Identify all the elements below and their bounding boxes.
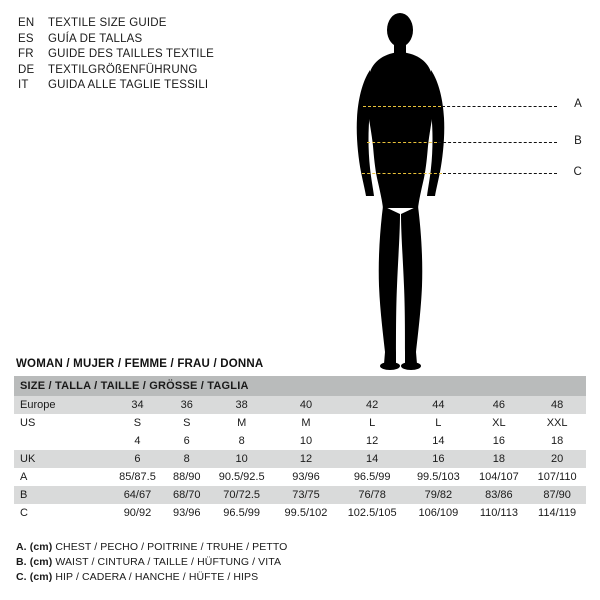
waist-measure-line — [367, 142, 437, 143]
size-table — [14, 376, 586, 522]
table-cell: 44 — [407, 396, 469, 414]
table-cell: 93/96 — [275, 468, 337, 486]
language-row — [18, 78, 318, 94]
legend-key: B. (cm) — [16, 556, 53, 568]
table-group-label: WOMAN / MUJER / FEMME / FRAU / DONNA — [16, 358, 264, 370]
table-cell: 14 — [337, 450, 407, 468]
table-cell: L — [337, 414, 407, 432]
table-row — [14, 432, 586, 450]
table-header-cell: SIZE / TALLA / TAILLE / GRÖSSE / TAGLIA — [14, 376, 586, 396]
marker-label-b: B — [574, 135, 582, 147]
table-cell: 16 — [407, 450, 469, 468]
table-cell: 106/109 — [407, 504, 469, 522]
table-row — [14, 468, 586, 486]
table-cell: 99.5/102 — [275, 504, 337, 522]
row-label: Europe — [14, 396, 110, 414]
table-cell: 40 — [275, 396, 337, 414]
row-label: UK — [14, 450, 110, 468]
table-row — [14, 396, 586, 414]
table-cell: L — [407, 414, 469, 432]
table-cell: 90.5/92.5 — [209, 468, 275, 486]
language-code: IT — [18, 79, 29, 91]
language-row — [18, 47, 318, 63]
table-cell: 8 — [165, 450, 209, 468]
table-row — [14, 450, 586, 468]
table-cell: 83/86 — [470, 486, 529, 504]
table-cell: 16 — [470, 432, 529, 450]
table-cell: 114/119 — [528, 504, 586, 522]
language-title: GUÍA DE TALLAS — [48, 32, 143, 45]
legend-text: WAIST / CINTURA / TAILLE / HÜFTUNG / VITA — [55, 556, 282, 568]
legend-row — [16, 540, 576, 555]
table-cell: 93/96 — [165, 504, 209, 522]
table-cell: 88/90 — [165, 468, 209, 486]
table-cell: XXL — [528, 414, 586, 432]
table-cell: 110/113 — [470, 504, 529, 522]
table-cell: 85/87.5 — [110, 468, 165, 486]
table-cell: 10 — [209, 450, 275, 468]
language-code: ES — [18, 32, 34, 45]
marker-label-c: C — [573, 166, 582, 178]
table-cell: 90/92 — [110, 504, 165, 522]
language-row — [18, 16, 318, 32]
body-figure — [330, 8, 590, 378]
language-title: GUIDA ALLE TAGLIE TESSILI — [48, 79, 209, 91]
table-cell: 76/78 — [337, 486, 407, 504]
table-cell: 12 — [275, 450, 337, 468]
table-cell: 99.5/103 — [407, 468, 469, 486]
size-table-area — [14, 358, 586, 522]
legend-key: C. (cm) — [16, 571, 53, 583]
hip-pointer-line — [443, 173, 557, 174]
measurement-legend — [16, 540, 576, 585]
marker-label-a: A — [574, 98, 582, 110]
table-row — [14, 486, 586, 504]
table-cell: 104/107 — [470, 468, 529, 486]
hip-measure-line — [362, 173, 442, 174]
table-cell: 107/110 — [528, 468, 586, 486]
table-cell: 38 — [209, 396, 275, 414]
table-cell: M — [275, 414, 337, 432]
table-cell: 48 — [528, 396, 586, 414]
legend-text: HIP / CADERA / HANCHE / HÜFTE / HIPS — [55, 571, 259, 583]
legend-key: A. (cm) — [16, 541, 53, 553]
chest-measure-line — [363, 106, 441, 107]
table-cell: XL — [470, 414, 529, 432]
table-cell: 18 — [528, 432, 586, 450]
table-cell: 14 — [407, 432, 469, 450]
table-cell: 87/90 — [528, 486, 586, 504]
table-cell: 6 — [165, 432, 209, 450]
language-code: DE — [18, 63, 35, 76]
language-row — [18, 32, 318, 48]
row-label — [14, 432, 110, 450]
table-cell: M — [209, 414, 275, 432]
language-title: TEXTILGRÖßENFÜHRUNG — [48, 63, 198, 76]
table-header-row — [14, 376, 586, 396]
table-cell: 36 — [165, 396, 209, 414]
language-code: EN — [18, 17, 35, 29]
language-title: GUIDE DES TAILLES TEXTILE — [48, 48, 215, 60]
table-cell: S — [110, 414, 165, 432]
table-cell: 79/82 — [407, 486, 469, 504]
table-row — [14, 504, 586, 522]
table-cell: 42 — [337, 396, 407, 414]
table-cell: 46 — [470, 396, 529, 414]
female-silhouette-icon — [330, 8, 590, 378]
table-cell: 64/67 — [110, 486, 165, 504]
table-cell: 20 — [528, 450, 586, 468]
row-label: B — [14, 486, 110, 504]
legend-row — [16, 570, 576, 585]
language-title: TEXTILE SIZE GUIDE — [48, 17, 167, 29]
waist-pointer-line — [438, 142, 557, 143]
table-cell: 73/75 — [275, 486, 337, 504]
table-cell: 12 — [337, 432, 407, 450]
table-cell: S — [165, 414, 209, 432]
table-cell: 6 — [110, 450, 165, 468]
language-list — [18, 16, 318, 94]
table-cell: 18 — [470, 450, 529, 468]
row-label: US — [14, 414, 110, 432]
row-label: C — [14, 504, 110, 522]
table-cell: 8 — [209, 432, 275, 450]
table-cell: 4 — [110, 432, 165, 450]
table-cell: 70/72.5 — [209, 486, 275, 504]
table-cell: 68/70 — [165, 486, 209, 504]
legend-text: CHEST / PECHO / POITRINE / TRUHE / PETTO — [55, 541, 288, 553]
table-cell: 96.5/99 — [209, 504, 275, 522]
table-cell: 102.5/105 — [337, 504, 407, 522]
row-label: A — [14, 468, 110, 486]
table-cell: 34 — [110, 396, 165, 414]
chest-pointer-line — [442, 106, 557, 107]
language-code: FR — [18, 48, 34, 60]
table-cell: 10 — [275, 432, 337, 450]
table-cell: 96.5/99 — [337, 468, 407, 486]
table-row — [14, 414, 586, 432]
language-row — [18, 63, 318, 79]
legend-row — [16, 555, 576, 570]
